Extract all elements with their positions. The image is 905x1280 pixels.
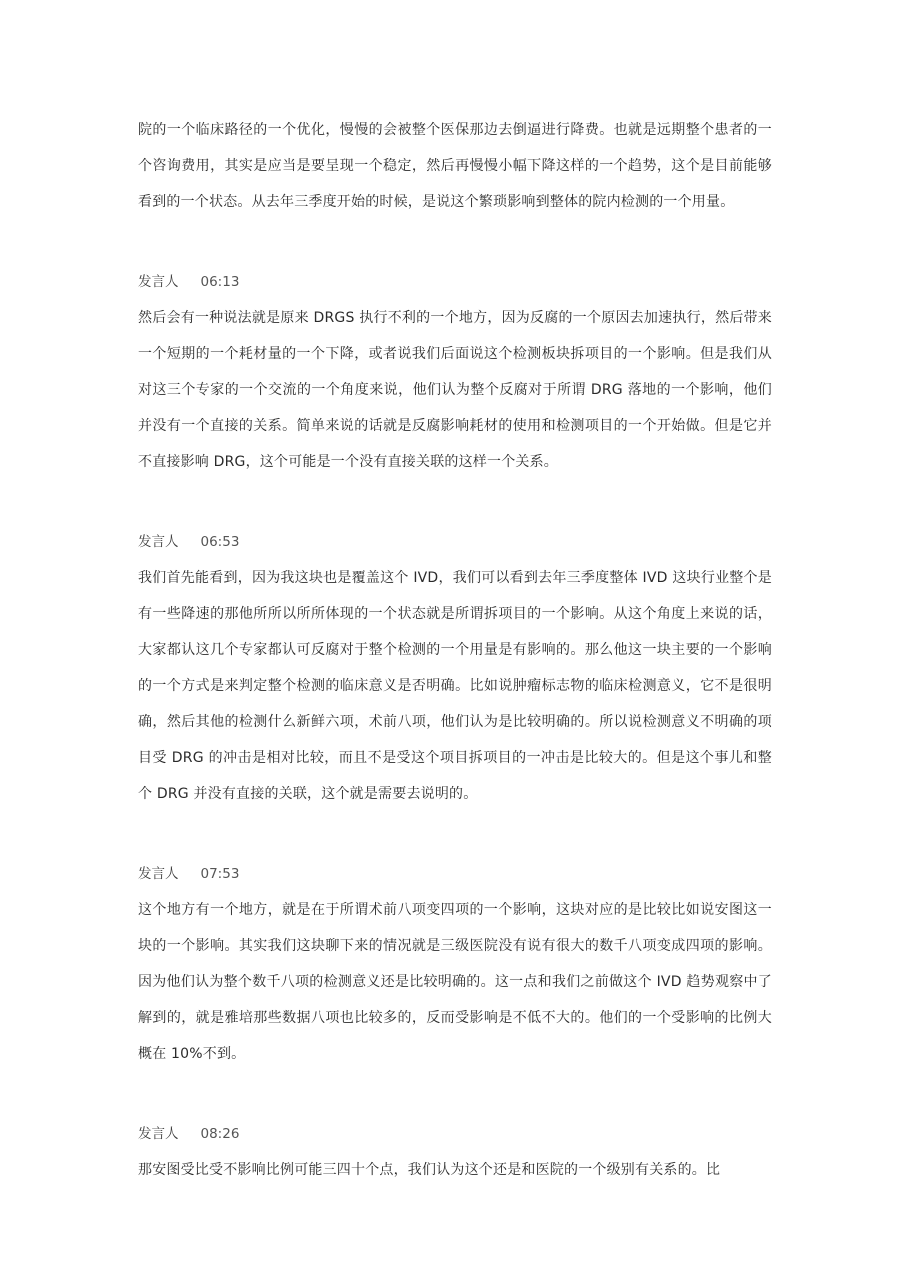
timestamp: 06:53	[200, 534, 240, 550]
segment-text: 那安图受比受不影响比例可能三四十个点，我们认为这个还是和医院的一个级别有关系的。比	[138, 1162, 721, 1178]
section-gap	[138, 220, 772, 264]
section-gap	[138, 812, 772, 856]
speaker-name: 发言人	[138, 1126, 179, 1142]
speaker-line	[138, 856, 772, 892]
speaker-name: 发言人	[138, 534, 179, 550]
timestamp: 06:13	[200, 274, 240, 290]
section-gap	[138, 1072, 772, 1116]
transcript-segment	[138, 1116, 772, 1188]
intro-paragraph: 院的一个临床路径的一个优化，慢慢的会被整个医保那边去倒逼进行降费。也就是远期整个患者的一个咨询费用，其实是应当是要呈现一个稳定，然后再慢慢小幅下降这样的一个趋势，这个是目前能够看到的一个状态。从去年三季度开始的时候，是说这个繁琐影响到整体的院内检测的一个用量。	[138, 122, 772, 210]
speaker-line	[138, 524, 772, 560]
transcript-body	[138, 112, 772, 1188]
segment-text: 然后会有一种说法就是原来 DRGS 执行不利的一个地方，因为反腐的一个原因去加速执行，然后带来一个短期的一个耗材量的一个下降，或者说我们后面说这个检测板块拆项目的一个影响。但是我们从对这三个专家的一个交流的一个角度来说，他们认为整个反腐对于所谓 DRG 落地的一个影响，他们并没有一个直接的关系。简单来说的话就是反腐影响耗材的使用和检测项目的一个开始做。但是它并不直接影响 DRG，这个可能是一个没有直接关联的这样一个关系。	[138, 310, 772, 470]
timestamp: 07:53	[200, 866, 240, 882]
section-gap	[138, 480, 772, 524]
transcript-segment	[138, 264, 772, 480]
speaker-name: 发言人	[138, 274, 179, 290]
segment-text: 这个地方有一个地方，就是在于所谓术前八项变四项的一个影响，这块对应的是比较比如说安图这一块的一个影响。其实我们这块聊下来的情况就是三级医院没有说有很大的数千八项变成四项的影响。因为他们认为整个数千八项的检测意义还是比较明确的。这一点和我们之前做这个 IVD 趋势观察中了解到的，就是雅培那些数据八项也比较多的，反而受影响是不低不大的。他们的一个受影响的比例大概在 10%不到。	[138, 902, 772, 1062]
speaker-name: 发言人	[138, 866, 179, 882]
transcript-segment	[138, 856, 772, 1072]
timestamp: 08:26	[200, 1126, 240, 1142]
speaker-line	[138, 1116, 772, 1152]
segment-text: 我们首先能看到，因为我这块也是覆盖这个 IVD，我们可以看到去年三季度整体 IVD 这块行业整个是有一些降速的那他所所以所所体现的一个状态就是所谓拆项目的一个影响。从这个角度上来说的话，大家都认这几个专家都认可反腐对于整个检测的一个用量是有影响的。那么他这一块主要的一个影响的一个方式是来判定整个检测的临床意义是否明确。比如说肿瘤标志物的临床检测意义，它不是很明确，然后其他的检测什么新鲜六项，术前八项，他们认为是比较明确的。所以说检测意义不明确的项目受 DRG 的冲击是相对比较，而且不是受这个项目拆项目的一冲击是比较大的。但是这个事儿和整个 DRG 并没有直接的关联，这个就是需要去说明的。	[138, 570, 772, 802]
transcript-segment	[138, 524, 772, 812]
speaker-line	[138, 264, 772, 300]
